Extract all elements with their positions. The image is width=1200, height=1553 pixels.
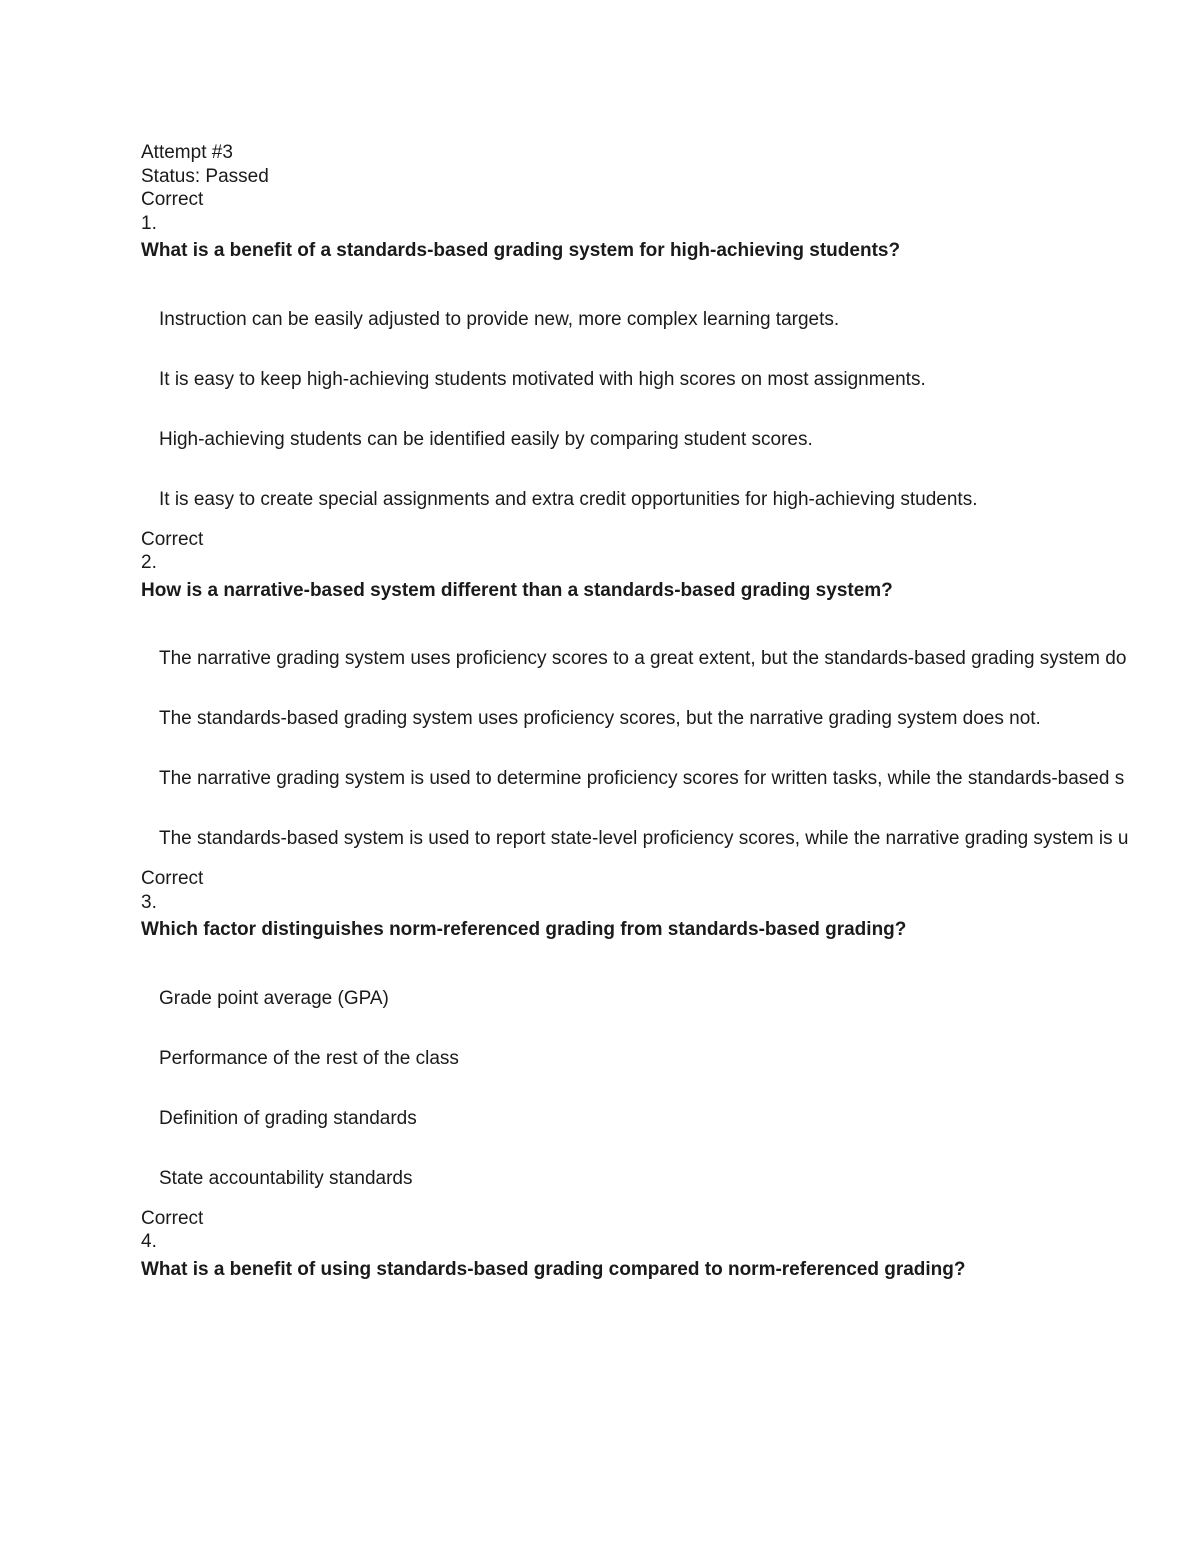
question-4 bbox=[141, 1207, 1200, 1282]
question-number: 2. bbox=[141, 552, 157, 573]
answer-option[interactable]: The narrative grading system is used to determine proficiency scores for written tasks, while the standards-based s bbox=[159, 768, 1125, 789]
question-number: 3. bbox=[141, 891, 157, 913]
question-result: Correct bbox=[141, 1207, 204, 1229]
question-text: What is a benefit of a standards-based grading system for high-achieving students? bbox=[141, 240, 901, 261]
answer-option[interactable]: Performance of the rest of the class bbox=[159, 1047, 459, 1069]
question-number: 4. bbox=[141, 1231, 157, 1252]
answer-option[interactable]: Instruction can be easily adjusted to provide new, more complex learning targets. bbox=[159, 308, 840, 330]
answer-option[interactable]: High-achieving students can be identified easily by comparing student scores. bbox=[159, 428, 813, 450]
answer-option[interactable]: State accountability standards bbox=[159, 1167, 413, 1189]
answer-option[interactable]: It is easy to create special assignments and extra credit opportunities for high-achieving students. bbox=[159, 488, 978, 510]
question-1 bbox=[141, 188, 1200, 512]
quiz-document bbox=[141, 141, 1200, 1281]
question-result: Correct bbox=[141, 189, 204, 210]
answer-option[interactable]: The standards-based system is used to report state-level proficiency scores, while the narrative grading system is u bbox=[159, 828, 1129, 849]
question-text: How is a narrative-based system different than a standards-based grading system? bbox=[141, 579, 893, 601]
answer-option[interactable]: Definition of grading standards bbox=[159, 1107, 417, 1129]
answer-options bbox=[141, 647, 1200, 851]
question-text: What is a benefit of using standards-based grading compared to norm-referenced grading? bbox=[141, 1258, 966, 1280]
answer-option[interactable]: Grade point average (GPA) bbox=[159, 987, 389, 1009]
answer-option[interactable]: It is easy to keep high-achieving students motivated with high scores on most assignments. bbox=[159, 368, 926, 390]
answer-options bbox=[141, 987, 1200, 1191]
question-result: Correct bbox=[141, 528, 204, 550]
question-result: Correct bbox=[141, 868, 204, 889]
answer-option[interactable]: The standards-based grading system uses proficiency scores, but the narrative grading system does not. bbox=[159, 708, 1041, 729]
question-text: Which factor distinguishes norm-referenced grading from standards-based grading? bbox=[141, 919, 907, 940]
attempt-label: Attempt #3 bbox=[141, 142, 233, 163]
question-2 bbox=[141, 528, 1200, 852]
question-number: 1. bbox=[141, 212, 157, 234]
answer-options bbox=[141, 308, 1200, 512]
answer-option[interactable]: The narrative grading system uses proficiency scores to a great extent, but the standards-based grading system do bbox=[159, 648, 1127, 669]
question-3 bbox=[141, 867, 1200, 1191]
status-label: Status: Passed bbox=[141, 165, 269, 187]
